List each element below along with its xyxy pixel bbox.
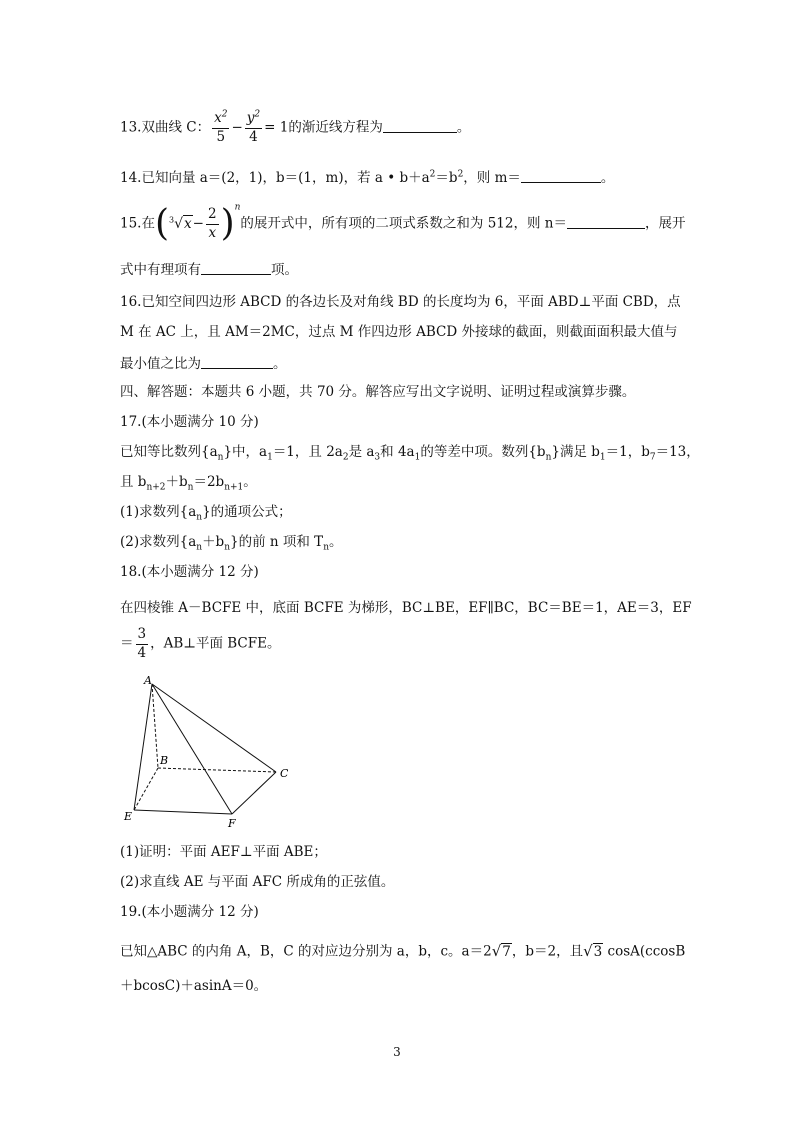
q19-line2: ＋bcosC)＋asinA＝0。 [120,978,268,994]
edge-ae [134,684,152,810]
q17-part1: (1)求数列$\{a_n\}$的通项公式； [120,504,292,523]
q17-line1: 已知等比数列$\{a_n\}$中，$a_1=1$，且 $2a_2$是 $a_3$和 $4a_1$的等差中项。数列$\{b_n\}$满足 $b_1=1$，$b_7=13$， [120,444,700,463]
q15-cube-root: $^3$√x [169,215,192,232]
q16-line2: M 在 AC 上，且 AM＝2MC，过点 M 作四边形 ABCD 外接球的截面，则截面面积最大值与 [120,324,678,340]
q16-line3: 最小值之比为 。 [120,356,287,372]
edge-ac [152,684,276,772]
edge-bc [158,768,276,772]
q18-part1: (1)证明：平面 AEF⊥平面 ABE； [120,844,327,860]
label-a: A [144,674,152,687]
q13-answer-blank[interactable] [383,120,457,133]
label-c: C [280,767,288,780]
q13-frac-x: $\frac{x^2}{5}$ [214,109,228,145]
edge-af [152,684,232,814]
q15-answer-blank-terms[interactable] [201,262,271,275]
q18-line1: 在四棱锥 A－BCFE 中，底面 BCFE 为梯形，BC⊥BE，EF∥BC，BC＝BE＝1，AE＝3，EF [120,600,692,616]
section-4-heading: 四、解答题：本题共 6 小题，共 70 分。解答应写出文字说明、证明过程或演算步骤。 [120,384,636,400]
label-f: F [228,817,236,830]
pyramid-figure [118,674,288,834]
q17-header: 17.(本小题满分 10 分) [120,414,259,430]
q15-frac: $\frac{2}{x}$ [207,206,217,241]
q16-line1: 16.已知空间四边形 ABCD 的各边长及对角线 BD 的长度均为 6，平面 ABD⊥平面 CBD，点 [120,294,681,310]
q19-line1: 已知△ABC 的内角 A，B，C 的对应边分别为 a，b，c。a＝2√7，b＝2，且√3 cosA(ccosB [120,942,686,960]
q18-line2: ＝ $\frac{3}{4}$ ，AB⊥平面 BCFE。 [120,626,281,661]
q15-line2: 式中有理项有 项。 [120,262,298,278]
edge-fc [232,772,276,814]
q19-header: 19.(本小题满分 12 分) [120,904,259,920]
q13-frac-y: $\frac{y^2}{4}$ [246,109,261,145]
q15-answer-blank-n[interactable] [567,216,645,229]
edge-be [134,768,158,810]
q17-line2: 且 $b_{n+2}+b_n=2b_{n+1}$。 [120,474,257,493]
page-number: 3 [393,1045,401,1059]
sqrt-7: √7 [491,942,511,960]
q16-answer-blank[interactable] [201,356,273,369]
label-e: E [124,810,133,823]
q14-line: 14.已知向量 a＝(2，1)，b＝(1，m)，若 a • $b+a^2=b^2$，则 m＝ 。 [120,169,615,186]
label-b: B [160,754,169,767]
q18-frac: $\frac{3}{4}$ [137,626,147,661]
edge-ef [134,810,232,814]
q15-line: 15.在($^3$√x− $\frac{2}{x}$ )$^n$的展开式中，所有项的二项式系数之和为 512，则 n＝ ，展开 [120,202,686,244]
q14-answer-blank[interactable] [521,170,601,183]
q17-part2: (2)求数列$\{a_n+b_n\}$的前 n 项和 $T_n$。 [120,534,343,553]
q18-part2: (2)求直线 AE 与平面 AFC 所成角的正弦值。 [120,874,395,890]
q13-line: 13.双曲线 C： $\frac{x^2}{5}$ − $\frac{y^2}{4}$ = 1的渐近线方程为 。 [120,109,471,145]
q18-header: 18.(本小题满分 12 分) [120,564,259,580]
edge-ab [152,684,158,768]
sqrt-3: √3 [583,942,603,960]
